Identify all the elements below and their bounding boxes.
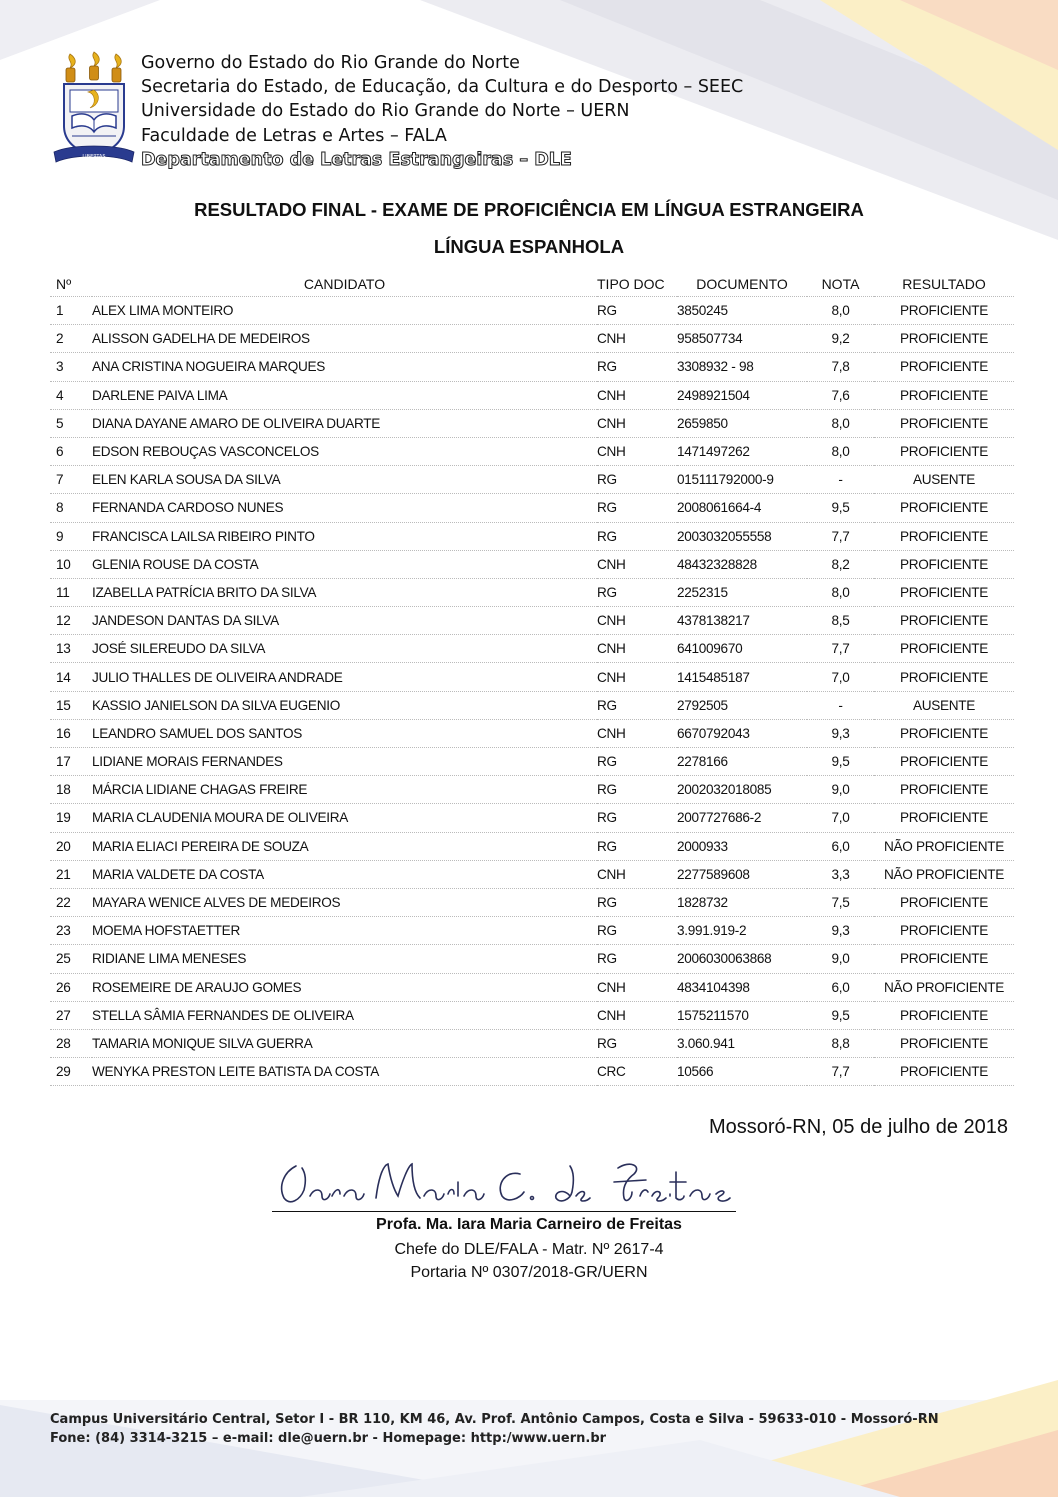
candidate-name: IZABELLA PATRÍCIA BRITO DA SILVA [92, 578, 597, 606]
table-row [50, 973, 1014, 1001]
table-row [50, 1029, 1014, 1057]
candidate-name: JANDESON DANTAS DA SILVA [92, 607, 597, 635]
candidate-name: TAMARIA MONIQUE SILVA GUERRA [92, 1029, 597, 1057]
candidate-name: MÁRCIA LIDIANE CHAGAS FREIRE [92, 776, 597, 804]
table-row [50, 409, 1014, 437]
table-row [50, 748, 1014, 776]
doc-type: RG [597, 832, 677, 860]
department-line: Departamento de Letras Estrangeiras – DLE [141, 149, 572, 170]
table-row [50, 1001, 1014, 1029]
date-line: Mossoró-RN, 05 de julho de 2018 [708, 1116, 1008, 1138]
footer-contact-line: Fone: (84) 3314-3215 – e-mail: dle@uern.br - Homepage: http:/www.uern.br [50, 1431, 607, 1446]
row-number: 14 [50, 663, 92, 691]
row-number: 5 [50, 409, 92, 437]
candidate-name: ALISSON GADELHA DE MEDEIROS [92, 325, 597, 353]
signer-name: Profa. Ma. Iara Maria Carneiro de Freitas [376, 1216, 682, 1233]
footer-address-line: Campus Universitário Central, Setor I - BR 110, KM 46, Av. Prof. Antônio Campos, Costa e Silva - 59633-010 - Mossoró-RN [50, 1412, 939, 1427]
grade: 9,0 [807, 945, 874, 973]
grade: 7,0 [807, 804, 874, 832]
grade: - [807, 691, 874, 719]
result: PROFICIENTE [874, 522, 1014, 550]
document-number: 1415485187 [677, 663, 807, 691]
candidate-name: GLENIA ROUSE DA COSTA [92, 550, 597, 578]
table-row [50, 494, 1014, 522]
government-line: Governo do Estado do Rio Grande do Norte [141, 53, 520, 73]
candidate-name: MARIA ELIACI PEREIRA DE SOUZA [92, 832, 597, 860]
result: AUSENTE [874, 466, 1014, 494]
candidate-name: LIDIANE MORAIS FERNANDES [92, 748, 597, 776]
result: NÃO PROFICIENTE [874, 860, 1014, 888]
document-number: 1471497262 [677, 437, 807, 465]
result: PROFICIENTE [874, 888, 1014, 916]
result: NÃO PROFICIENTE [874, 973, 1014, 1001]
table-row [50, 719, 1014, 747]
result: PROFICIENTE [874, 297, 1014, 325]
header-doc-type: TIPO DOC [597, 272, 677, 297]
svg-text:LIBERTAS: LIBERTAS [82, 154, 106, 160]
faculty-line: Faculdade de Letras e Artes – FALA [141, 125, 447, 146]
row-number: 15 [50, 691, 92, 719]
candidate-name: WENYKA PRESTON LEITE BATISTA DA COSTA [92, 1058, 597, 1086]
grade: 8,0 [807, 297, 874, 325]
result: PROFICIENTE [874, 804, 1014, 832]
document-number: 6670792043 [677, 719, 807, 747]
row-number: 17 [50, 748, 92, 776]
candidate-name: ALEX LIMA MONTEIRO [92, 297, 597, 325]
header-candidate: CANDIDATO [92, 272, 597, 297]
doc-type: CNH [597, 325, 677, 353]
doc-type: RG [597, 353, 677, 381]
table-row [50, 381, 1014, 409]
row-number: 22 [50, 888, 92, 916]
doc-type: CNH [597, 1001, 677, 1029]
doc-type: RG [597, 776, 677, 804]
result: PROFICIENTE [874, 607, 1014, 635]
row-number: 11 [50, 578, 92, 606]
result: PROFICIENTE [874, 917, 1014, 945]
row-number: 13 [50, 635, 92, 663]
result: PROFICIENTE [874, 409, 1014, 437]
candidate-name: ANA CRISTINA NOGUEIRA MARQUES [92, 353, 597, 381]
row-number: 2 [50, 325, 92, 353]
document-number: 2792505 [677, 691, 807, 719]
candidate-name: MARIA VALDETE DA COSTA [92, 860, 597, 888]
result: NÃO PROFICIENTE [874, 832, 1014, 860]
doc-type: CNH [597, 635, 677, 663]
result: PROFICIENTE [874, 663, 1014, 691]
table-row [50, 607, 1014, 635]
row-number: 21 [50, 860, 92, 888]
header-grade: NOTA [807, 272, 874, 297]
grade: 3,3 [807, 860, 874, 888]
document-number: 3.060.941 [677, 1029, 807, 1057]
document-number: 2498921504 [677, 381, 807, 409]
doc-type: CNH [597, 860, 677, 888]
candidate-name: ROSEMEIRE DE ARAUJO GOMES [92, 973, 597, 1001]
row-number: 19 [50, 804, 92, 832]
doc-type: CNH [597, 607, 677, 635]
grade: 9,5 [807, 1001, 874, 1029]
grade: 9,0 [807, 776, 874, 804]
document-title: RESULTADO FINAL - EXAME DE PROFICIÊNCIA EM LÍNGUA ESTRANGEIRA [194, 199, 864, 220]
doc-type: CNH [597, 719, 677, 747]
row-number: 8 [50, 494, 92, 522]
doc-type: CNH [597, 973, 677, 1001]
candidate-name: DARLENE PAIVA LIMA [92, 381, 597, 409]
signer-role: Chefe do DLE/FALA - Matr. Nº 2617-4 [394, 1241, 664, 1258]
document-number: 1575211570 [677, 1001, 807, 1029]
document-number: 2278166 [677, 748, 807, 776]
result: PROFICIENTE [874, 353, 1014, 381]
document-number: 3.991.919-2 [677, 917, 807, 945]
candidate-name: JULIO THALLES DE OLIVEIRA ANDRADE [92, 663, 597, 691]
result: PROFICIENTE [874, 1001, 1014, 1029]
table-row [50, 917, 1014, 945]
table-body [50, 297, 1014, 1086]
doc-type: RG [597, 691, 677, 719]
candidate-name: MOEMA HOFSTAETTER [92, 917, 597, 945]
grade: 8,0 [807, 578, 874, 606]
document-number: 015111792000-9 [677, 466, 807, 494]
grade: 7,7 [807, 1058, 874, 1086]
row-number: 28 [50, 1029, 92, 1057]
candidate-name: FRANCISCA LAILSA RIBEIRO PINTO [92, 522, 597, 550]
row-number: 29 [50, 1058, 92, 1086]
doc-type: RG [597, 888, 677, 916]
row-number: 20 [50, 832, 92, 860]
document-number: 2008061664-4 [677, 494, 807, 522]
uern-crest-icon [52, 48, 136, 168]
result: PROFICIENTE [874, 494, 1014, 522]
candidate-name: ELEN KARLA SOUSA DA SILVA [92, 466, 597, 494]
table-row [50, 550, 1014, 578]
candidate-name: DIANA DAYANE AMARO DE OLIVEIRA DUARTE [92, 409, 597, 437]
table-row [50, 691, 1014, 719]
doc-type: RG [597, 1029, 677, 1057]
grade: 6,0 [807, 832, 874, 860]
result: PROFICIENTE [874, 748, 1014, 776]
doc-type: RG [597, 945, 677, 973]
table-row [50, 325, 1014, 353]
secretariat-line: Secretaria do Estado, de Educação, da Cultura e do Desporto – SEEC [141, 77, 744, 98]
signature-line [272, 1211, 736, 1212]
result: PROFICIENTE [874, 1058, 1014, 1086]
doc-type: CNH [597, 409, 677, 437]
document-number: 10566 [677, 1058, 807, 1086]
candidate-name: MARIA CLAUDENIA MOURA DE OLIVEIRA [92, 804, 597, 832]
document-number: 4834104398 [677, 973, 807, 1001]
table-row [50, 832, 1014, 860]
doc-type: RG [597, 494, 677, 522]
letterhead [52, 48, 812, 176]
table-row [50, 466, 1014, 494]
header-document: DOCUMENTO [677, 272, 807, 297]
result: PROFICIENTE [874, 437, 1014, 465]
doc-type: RG [597, 466, 677, 494]
doc-type: CNH [597, 550, 677, 578]
header-number: Nº [50, 272, 92, 297]
table-row [50, 888, 1014, 916]
doc-type: CNH [597, 437, 677, 465]
row-number: 4 [50, 381, 92, 409]
result: AUSENTE [874, 691, 1014, 719]
table-row [50, 353, 1014, 381]
row-number: 26 [50, 973, 92, 1001]
table-row [50, 297, 1014, 325]
grade: 8,8 [807, 1029, 874, 1057]
row-number: 23 [50, 917, 92, 945]
row-number: 10 [50, 550, 92, 578]
document-number: 3308932 - 98 [677, 353, 807, 381]
document-number: 2002032018085 [677, 776, 807, 804]
row-number: 18 [50, 776, 92, 804]
doc-type: RG [597, 297, 677, 325]
document-number: 2007727686-2 [677, 804, 807, 832]
row-number: 27 [50, 1001, 92, 1029]
document-number: 2659850 [677, 409, 807, 437]
table-row [50, 635, 1014, 663]
doc-type: RG [597, 522, 677, 550]
signer-portaria: Portaria Nº 0307/2018-GR/UERN [410, 1264, 648, 1281]
table-row [50, 776, 1014, 804]
candidate-name: RIDIANE LIMA MENESES [92, 945, 597, 973]
candidate-name: EDSON REBOUÇAS VASCONCELOS [92, 437, 597, 465]
grade: 9,2 [807, 325, 874, 353]
grade: 8,2 [807, 550, 874, 578]
grade: 9,5 [807, 494, 874, 522]
candidate-name: STELLA SÂMIA FERNANDES DE OLIVEIRA [92, 1001, 597, 1029]
table-row [50, 437, 1014, 465]
row-number: 3 [50, 353, 92, 381]
grade: - [807, 466, 874, 494]
row-number: 7 [50, 466, 92, 494]
handwritten-signature [270, 1152, 740, 1214]
footer-address [50, 1410, 939, 1448]
document-number: 3850245 [677, 297, 807, 325]
doc-type: RG [597, 804, 677, 832]
grade: 9,3 [807, 719, 874, 747]
row-number: 16 [50, 719, 92, 747]
candidate-name: LEANDRO SAMUEL DOS SANTOS [92, 719, 597, 747]
grade: 8,0 [807, 409, 874, 437]
table-row [50, 945, 1014, 973]
document-number: 2252315 [677, 578, 807, 606]
result: PROFICIENTE [874, 325, 1014, 353]
result: PROFICIENTE [874, 381, 1014, 409]
candidate-name: KASSIO JANIELSON DA SILVA EUGENIO [92, 691, 597, 719]
grade: 6,0 [807, 973, 874, 1001]
grade: 7,0 [807, 663, 874, 691]
table-row [50, 663, 1014, 691]
grade: 8,0 [807, 437, 874, 465]
table-header-row [50, 272, 1014, 297]
table-row [50, 804, 1014, 832]
grade: 9,3 [807, 917, 874, 945]
candidate-name: FERNANDA CARDOSO NUNES [92, 494, 597, 522]
result: PROFICIENTE [874, 550, 1014, 578]
grade: 7,6 [807, 381, 874, 409]
document-number: 2003032055558 [677, 522, 807, 550]
doc-type: CNH [597, 381, 677, 409]
document-number: 958507734 [677, 325, 807, 353]
header-result: RESULTADO [874, 272, 1014, 297]
letterhead-lines [141, 51, 743, 172]
candidate-name: JOSÉ SILEREUDO DA SILVA [92, 635, 597, 663]
table-row [50, 522, 1014, 550]
document-number: 641009670 [677, 635, 807, 663]
row-number: 9 [50, 522, 92, 550]
table-row [50, 578, 1014, 606]
doc-type: CRC [597, 1058, 677, 1086]
grade: 7,5 [807, 888, 874, 916]
document-number: 2006030063868 [677, 945, 807, 973]
result: PROFICIENTE [874, 1029, 1014, 1057]
result: PROFICIENTE [874, 719, 1014, 747]
doc-type: RG [597, 917, 677, 945]
row-number: 25 [50, 945, 92, 973]
doc-type: RG [597, 578, 677, 606]
grade: 8,5 [807, 607, 874, 635]
document-number: 2277589608 [677, 860, 807, 888]
row-number: 6 [50, 437, 92, 465]
result: PROFICIENTE [874, 776, 1014, 804]
grade: 9,5 [807, 748, 874, 776]
result: PROFICIENTE [874, 635, 1014, 663]
doc-type: CNH [597, 663, 677, 691]
row-number: 1 [50, 297, 92, 325]
document-number: 2000933 [677, 832, 807, 860]
result: PROFICIENTE [874, 945, 1014, 973]
university-line: Universidade do Estado do Rio Grande do Norte – UERN [141, 101, 630, 122]
document-number: 1828732 [677, 888, 807, 916]
document-number: 4378138217 [677, 607, 807, 635]
document-number: 48432328828 [677, 550, 807, 578]
table-row [50, 860, 1014, 888]
doc-type: RG [597, 748, 677, 776]
row-number: 12 [50, 607, 92, 635]
document-subtitle: LÍNGUA ESPANHOLA [433, 236, 625, 257]
grade: 7,8 [807, 353, 874, 381]
grade: 7,7 [807, 635, 874, 663]
result: PROFICIENTE [874, 578, 1014, 606]
table-row [50, 1058, 1014, 1086]
grade: 7,7 [807, 522, 874, 550]
results-table [50, 272, 1014, 1086]
candidate-name: MAYARA WENICE ALVES DE MEDEIROS [92, 888, 597, 916]
